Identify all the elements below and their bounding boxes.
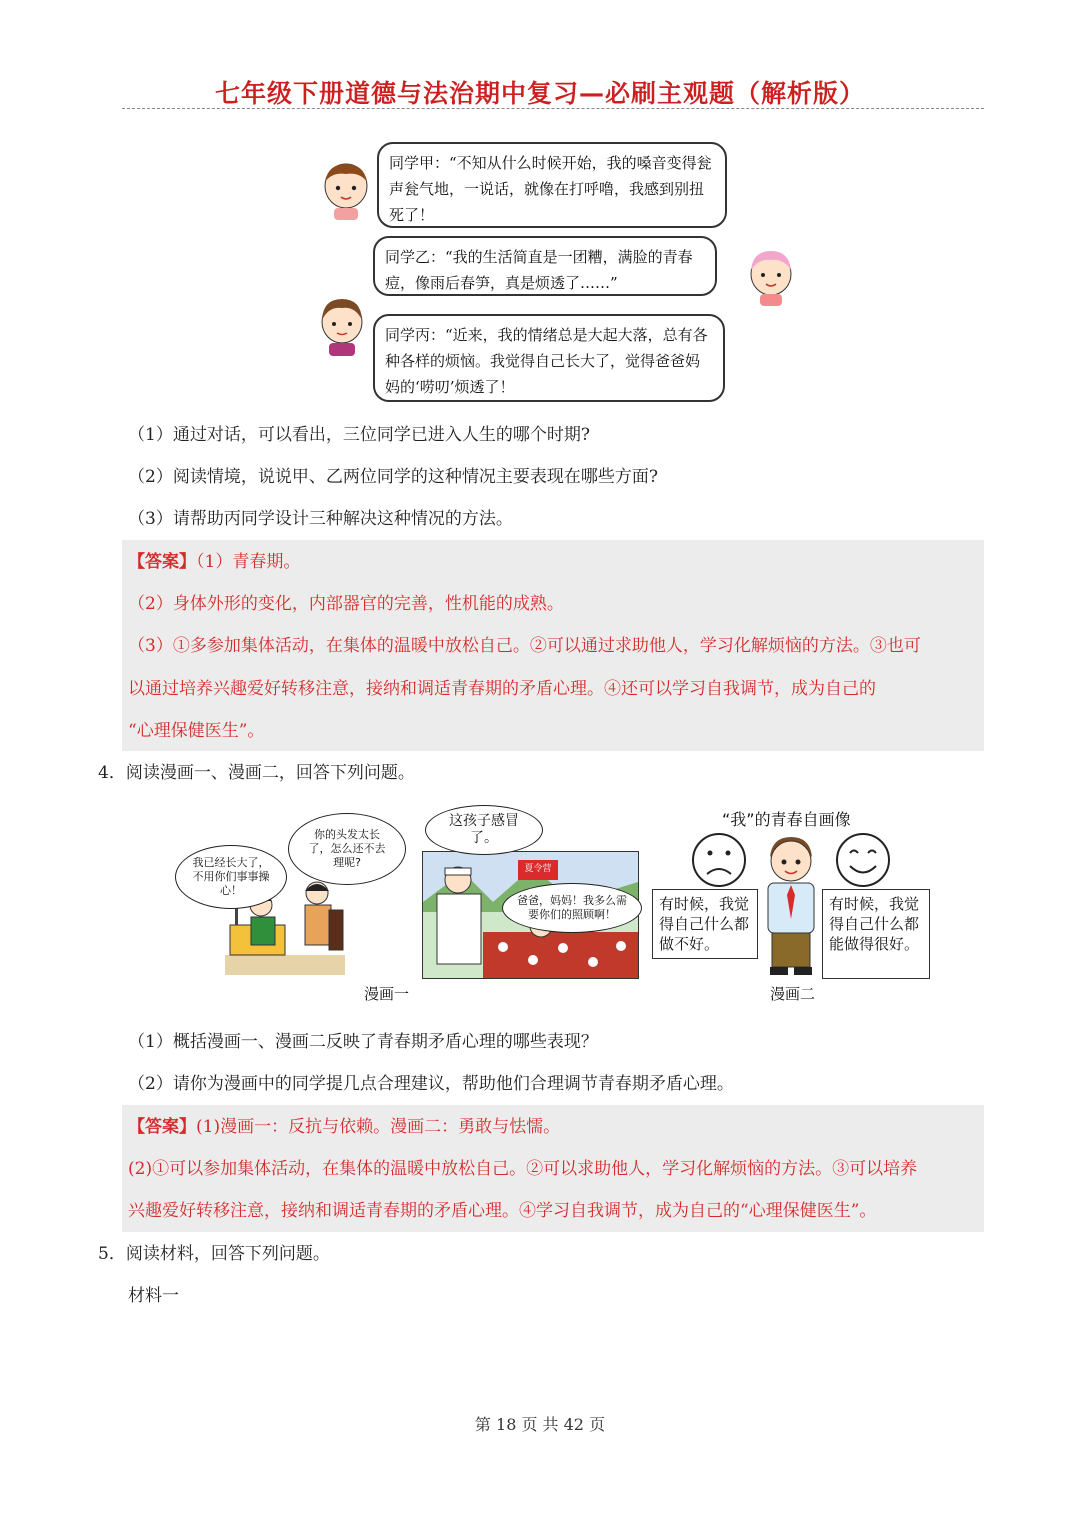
comic-two-right-box: 有时候，我觉得自己什么都能做得很好。 — [822, 889, 930, 979]
speech-bubble-yi — [373, 236, 717, 296]
comic-two — [650, 805, 940, 1005]
pink-haired-face-icon — [747, 248, 795, 308]
q3-answer-3a: （3）①多参加集体活动，在集体的温暖中放松自己。②可以通过求助他人，学习化解烦恼的方法。③也可 — [128, 636, 921, 656]
comic-two-caption: 漫画二 — [770, 985, 816, 1003]
q4-answer-2a: (2)①可以参加集体活动，在集体的温暖中放松自己。②可以求助他人，学习化解烦恼的方法。③可以培养 — [128, 1159, 918, 1179]
answer-tag: 【答案】 — [128, 552, 196, 572]
q4-stem: 4．阅读漫画一、漫画二，回答下列问题。 — [98, 763, 415, 783]
speech-bubble-bing — [373, 314, 725, 402]
boy-face-icon — [320, 160, 372, 222]
comic-bubble-kid: 爸爸，妈妈！我多么需要你们的照顾啊！ — [502, 883, 642, 933]
title-divider — [122, 108, 984, 109]
sad-face-icon — [690, 831, 748, 889]
q4-sub2: （2）请你为漫画中的同学提几点合理建议，帮助他们合理调节青春期矛盾心理。 — [128, 1074, 734, 1094]
q3-sub3: （3）请帮助丙同学设计三种解决这种情况的方法。 — [128, 509, 513, 529]
page-number: 第 18 页 共 42 页 — [474, 1415, 606, 1434]
comic-one-caption: 漫画一 — [364, 985, 410, 1003]
q4-answer-1: (1)漫画一：反抗与依赖。漫画二：勇敢与怯懦。 — [196, 1117, 561, 1137]
q3-answer-3b: 以通过培养兴趣爱好转移注意，接纳和调适青春期的矛盾心理。④还可以学习自我调节，成为自己的 — [128, 679, 876, 699]
camp-sign: 夏令营 — [524, 864, 552, 874]
girl-face-icon — [317, 296, 367, 358]
dialogue-illustration — [315, 138, 795, 404]
dialogue-bing-text: 同学丙：“近来，我的情绪总是大起大落，总有各种各样的烦恼。我觉得自己长大了，觉得爸爸妈妈的‘唠叨’烦透了！ — [385, 326, 708, 396]
q5-material-label: 材料一 — [128, 1286, 179, 1306]
boy-figure — [760, 835, 822, 977]
q3-sub1: （1）通过对话，可以看出，三位同学已进入人生的哪个时期? — [128, 425, 590, 445]
comic-bubble-left: 我已经长大了，不用你们事事操心！ — [175, 845, 287, 909]
page-title: 七年级下册道德与法治期中复习—必刷主观题（解析版） — [214, 79, 865, 108]
dialogue-yi-text: 同学乙：“我的生活简直是一团糟，满脸的青春痘，像雨后春笋，真是烦透了……” — [385, 248, 693, 292]
comic-one — [170, 805, 650, 1005]
q4-answer-2b: 兴趣爱好转移注意，接纳和调适青春期的矛盾心理。④学习自我调节，成为自己的“心理保健医生”。 — [128, 1201, 877, 1221]
comic-two-left-box: 有时候，我觉得自己什么都做不好。 — [652, 889, 758, 959]
q3-answer-line1 — [128, 551, 300, 573]
comic-bubble-doctor: 这孩子感冒了。 — [425, 805, 543, 855]
happy-face-icon — [834, 831, 892, 889]
q3-sub2: （2）阅读情境，说说甲、乙两位同学的这种情况主要表现在哪些方面? — [128, 467, 658, 487]
speech-bubble-jia — [377, 142, 727, 228]
comic-two-title: “我”的青春自画像 — [722, 810, 851, 829]
q3-answer-2: （2）身体外形的变化，内部器官的完善，性机能的成熟。 — [128, 594, 564, 614]
q4-sub1: （1）概括漫画一、漫画二反映了青春期矛盾心理的哪些表现？ — [128, 1032, 598, 1052]
comic-bubble-right: 你的头发太长了，怎么还不去理呢? — [288, 813, 406, 885]
q3-answer-3c: “心理保健医生”。 — [128, 721, 265, 741]
q4-answer-line1 — [128, 1116, 560, 1138]
q3-answer-1: （1）青春期。 — [196, 552, 301, 572]
answer-tag: 【答案】 — [128, 1117, 196, 1137]
q5-stem: 5．阅读材料，回答下列问题。 — [98, 1244, 330, 1264]
dialogue-jia-text: 同学甲：“不知从什么时候开始，我的嗓音变得瓮声瓮气地，一说话，就像在打呼噜，我感到别扭死了！ — [389, 154, 712, 224]
